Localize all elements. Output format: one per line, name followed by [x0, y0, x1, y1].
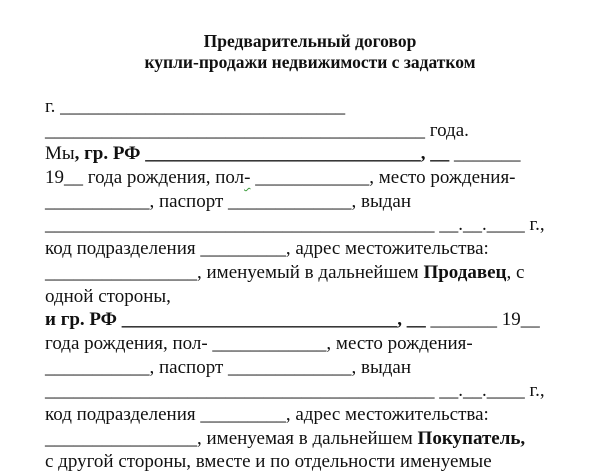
text-line — [45, 403, 545, 427]
text-segment: _________________________________________ __.__.____ г., — [45, 380, 545, 402]
document-title-line-2: купли-продажи недвижимости с задатком — [144, 52, 476, 72]
text-segment: ____________, место рождения- — [250, 167, 516, 189]
text-line — [45, 190, 545, 214]
text-segment: 19__ года рождения, пол — [45, 167, 245, 189]
text-line — [45, 285, 545, 309]
text-line — [45, 379, 545, 403]
text-segment: _______ — [453, 143, 521, 165]
text-segment: ________________, именуемая в дальнейшем — [45, 427, 418, 449]
text-line — [45, 142, 545, 166]
contract-body — [45, 95, 545, 474]
text-segment: код подразделения _________, адрес местожительства: — [45, 238, 489, 260]
text-line — [45, 450, 545, 474]
text-line — [45, 332, 545, 356]
bold-text-segment: Покупатель, — [417, 427, 526, 449]
text-segment: _______ 19__ — [425, 309, 540, 331]
text-line — [45, 356, 545, 380]
text-segment: г. ______________________________ — [45, 96, 346, 117]
bold-text-segment: Продавец — [423, 261, 507, 283]
text-line — [45, 237, 545, 261]
text-line — [45, 427, 545, 451]
text-line — [45, 261, 545, 285]
bold-text-segment: , гр. РФ _____________________________, __ — [74, 143, 454, 165]
bold-text-segment: и гр. РФ _____________________________, __ — [45, 309, 426, 331]
text-segment: код подразделения _________, адрес местожительства: — [45, 403, 489, 425]
text-line — [45, 119, 545, 143]
text-segment: ___________, паспорт _____________, выдан — [45, 356, 412, 378]
text-segment: , с — [506, 261, 525, 283]
text-line — [45, 166, 545, 190]
text-segment: с другой стороны, вместе и по отдельности именуемые — [45, 451, 492, 473]
text-segment: года рождения, пол- ____________, место рождения- — [45, 332, 473, 354]
text-segment: ___________, паспорт _____________, выдан — [45, 190, 412, 212]
text-segment: - — [244, 167, 251, 189]
text-segment: _________________________________________ __.__.____ г., — [45, 214, 545, 236]
text-segment: одной стороны, — [45, 285, 171, 307]
text-segment: Мы — [45, 143, 75, 165]
text-line — [45, 95, 545, 119]
text-segment: ________________________________________ года. — [45, 119, 469, 141]
text-line — [45, 308, 545, 332]
text-line — [45, 213, 545, 237]
text-segment: ________________, именуемый в дальнейшем — [45, 261, 424, 283]
document-title-line-1: Предварительный договор — [203, 31, 417, 51]
